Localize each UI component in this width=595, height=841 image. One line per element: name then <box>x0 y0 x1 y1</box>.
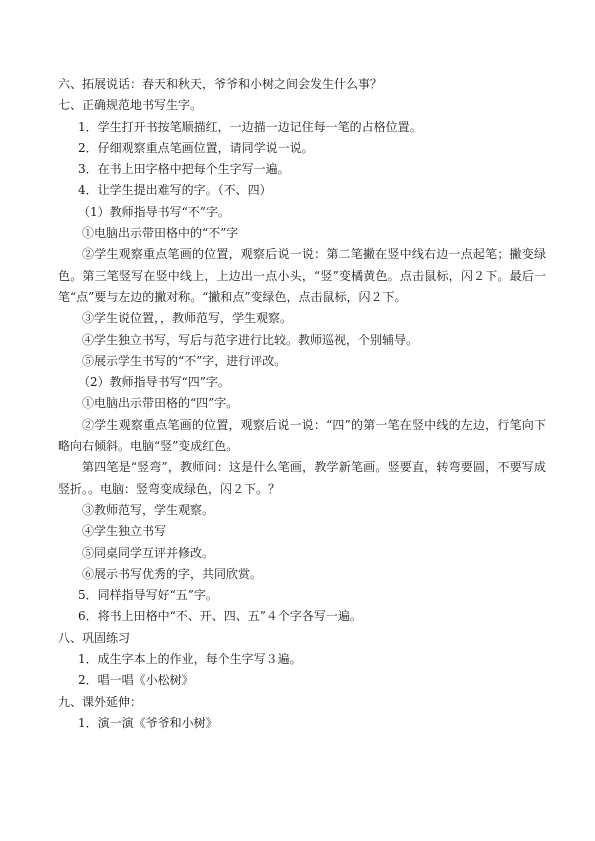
sub2-step-6: ⑤同桌同学互评并修改。 <box>82 545 215 560</box>
sub1-step-2: ②学生观察重点笔画的位置，观察后说一说：第二笔撇在竖中线右边一点起笔；撇变绿色。第三笔竖写在竖中线上，上边出一点小头，“竖”变橘黄色。点击鼠标，闪２下。最后一笔“点”要与左边的撇对称。“撇和点”变绿色，点击鼠标，闪２下。 <box>58 247 546 304</box>
section-8-heading: 八、巩固练习 <box>58 630 131 645</box>
section-8-item-2: 2．唱一唱《小松树》 <box>78 673 194 688</box>
sub2-step-4: ③教师范写，学生观察。 <box>82 502 215 517</box>
sub2-step-3: 第四笔是“竖弯”，教师问：这是什么笔画，教学新笔画。竖要直，转弯要圆，不要写成竖折。。电脑：竖弯变成绿色，闪２下。？ <box>58 460 546 496</box>
sub1-step-3: ③学生说位置，，教师范写，学生观察。 <box>82 311 293 326</box>
lesson-plan-body <box>58 74 546 734</box>
sub2-step-1: ①电脑出示带田格的“四”字。 <box>82 396 239 411</box>
section-6-heading: 六、拓展说话：春天和秋天，爷爷和小树之间会发生什么事？ <box>58 77 383 91</box>
section-7-item-6: 6．将书上田格中“不、开、四、五”４个字各写一遍。 <box>78 609 362 624</box>
section-7-item-1: 1．学生打开书按笔顺描红，一边描一边记住每一笔的占格位置。 <box>78 119 422 134</box>
section-7-item-5: 5．同样指导写好“五”字。 <box>78 588 218 603</box>
section-9-item-1: 1．演一演《爷爷和小树》 <box>78 715 218 730</box>
section-8-item-1: 1．成生字本上的作业，每个生字写３遍。 <box>78 652 302 667</box>
subsection-1-heading: （1）教师指导书写“不”字。 <box>78 204 230 219</box>
section-7-item-3: 3．在书上田字格中把每个生字写一遍。 <box>78 162 290 177</box>
sub1-step-5: ⑤展示学生书写的“不”字，进行评改。 <box>82 353 287 368</box>
section-7-heading: 七、正确规范地书写生字。 <box>58 98 203 113</box>
sub2-step-2: ②学生观察重点笔画的位置，观察后说一说：“四”的第一笔在竖中线的左边，行笔向下略向右倾斜。电脑“竖”变成红色。 <box>58 417 546 454</box>
sub1-step-1: ①电脑出示带田格中的“不”字 <box>82 226 239 241</box>
sub1-step-4: ④学生独立书写，写后与范字进行比较。教师巡视，个别辅导。 <box>82 332 419 347</box>
section-9-heading: 九、课外延伸： <box>58 694 143 709</box>
sub2-step-5: ④学生独立书写 <box>82 524 167 539</box>
section-7-item-4: 4．让学生提出难写的字。（不、四） <box>78 183 272 198</box>
sub2-step-7: ⑥展示书写优秀的字，共同欣赏。 <box>82 566 263 581</box>
section-7-item-2: 2．仔细观察重点笔画位置，请同学说一说。 <box>78 140 314 155</box>
subsection-2-heading: （2）教师指导书写“四”字。 <box>78 375 230 390</box>
